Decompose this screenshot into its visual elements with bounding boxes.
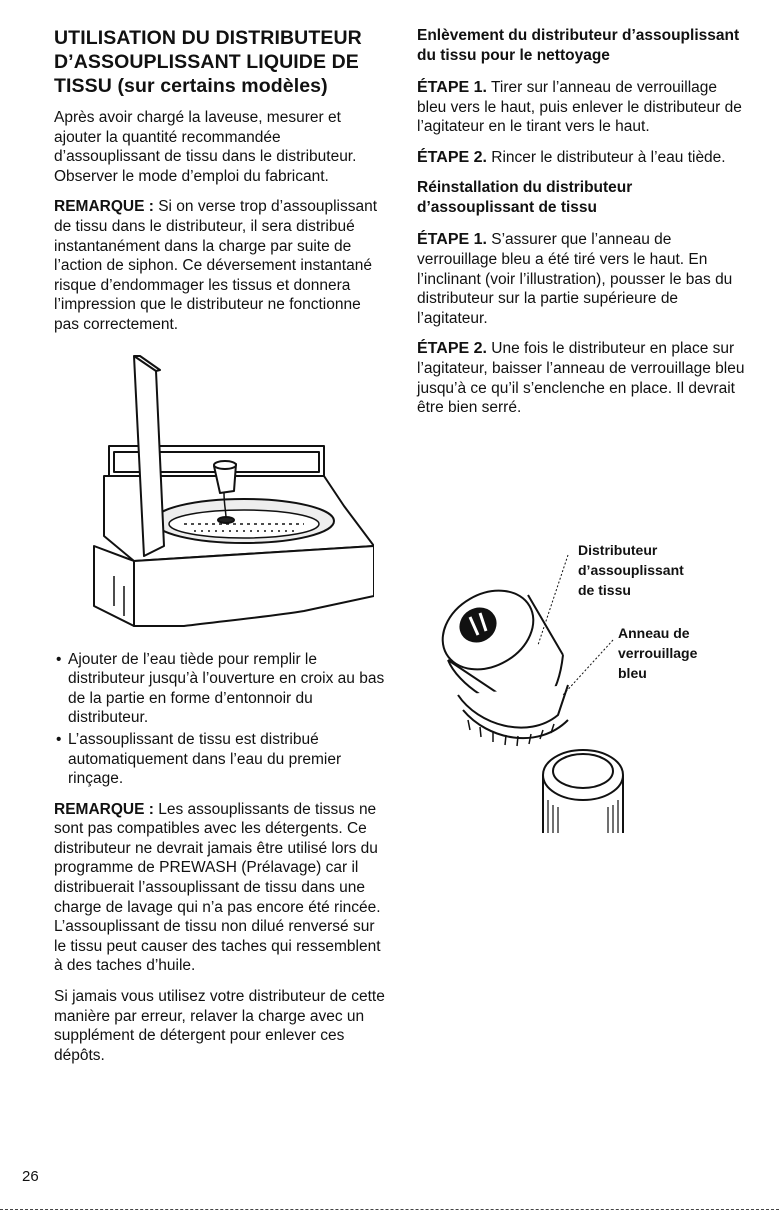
note-label: REMARQUE : <box>54 800 154 818</box>
reinstall-step-2: ÉTAPE 2. Une fois le distributeur en place sur l’agitateur, baisser l’anneau de verrouillage bleu jusqu’à ce qu’il s’enclenche en place. Il devrait être bien serré. <box>417 340 745 417</box>
dispenser-illustration <box>418 535 748 835</box>
step-label: ÉTAPE 2. <box>417 148 487 166</box>
washer-illustration <box>74 346 374 636</box>
list-item: • Ajouter de l’eau tiède pour remplir le distributeur jusqu’à l’ouverture en croix au bas de la partie en forme d’entonnoir du distributeur. <box>56 650 385 727</box>
note-paragraph-2 <box>54 800 390 976</box>
section-title: UTILISATION DU DISTRIBUTEUR D’ASSOUPLISSANT LIQUIDE DE TISSU (sur certains modèles) <box>54 27 362 97</box>
reinstall-heading: Réinstallation du distributeur d’assouplissant de tissu <box>417 179 633 217</box>
left-column <box>54 26 390 1076</box>
instructions-list <box>54 650 390 789</box>
note-text: Si on verse trop d’assouplissant de tissu dans le distributeur, il sera distribué instantanément dans la charge par suite de l’action de siphon. Ce déversement instantané risque d’endommager les tissus et donnera l’impression que le distributeur ne fonctionne pas correctement. <box>54 198 378 333</box>
removal-heading: Enlèvement du distributeur d’assouplissant du tissu pour le nettoyage <box>417 27 740 64</box>
callout-dispenser: Distributeur d’assouplissant de tissu <box>578 542 684 598</box>
step-label: ÉTAPE 1. <box>417 79 487 96</box>
removal-step-1: ÉTAPE 1. Tirer sur l’anneau de verrouillage bleu vers le haut, puis enlever le distributeur de l’agitateur en le tirant vers le haut. <box>417 79 742 136</box>
callout-ring: Anneau de verrouillage bleu <box>618 625 698 681</box>
step-label: ÉTAPE 2. <box>417 340 487 358</box>
note-paragraph-1 <box>54 197 390 334</box>
removal-step-2: ÉTAPE 2. Rincer le distributeur à l’eau tiède. <box>417 148 726 166</box>
reinstall-step-1: ÉTAPE 1. S’assurer que l’anneau de verrouillage bleu a été tiré vers le haut. En l’inclinant (voir l’illustration), pousser le bas du distributeur sur la partie supérieure de l’agitateur. <box>417 231 733 327</box>
step-label: ÉTAPE 1. <box>417 231 487 249</box>
right-column <box>417 26 747 429</box>
list-item: • L’assouplissant de tissu est distribué automatiquement dans l’eau du premier rinçage. <box>56 730 342 788</box>
intro-paragraph: Après avoir chargé la laveuse, mesurer et ajouter la quantité recommandée d’assouplissant de tissu dans le distributeur. Observer le mode d’emploi du fabricant. <box>54 109 357 185</box>
footer-divider <box>0 1209 779 1210</box>
note-text: Les assouplissants de tissus ne sont pas compatibles avec les détergents. Ce distributeur ne devrait jamais être utilisé lors du programme de PREWASH (Prélavage) car il distribuerait l’assouplissant de tissu dans une charge de lavage qui n’a pas encore été rincée. L’assouplissant de tissu non dilué renversé sur le tissu peut causer des taches qui ressemblent à des taches d’huile. <box>54 800 381 975</box>
note-label: REMARQUE : <box>54 198 154 216</box>
closing-paragraph: Si jamais vous utilisez votre distributeur de cette manière par erreur, relaver la charge avec un supplément de détergent pour enlever ces dépôts. <box>54 988 385 1064</box>
page-number: 26 <box>22 1168 39 1185</box>
